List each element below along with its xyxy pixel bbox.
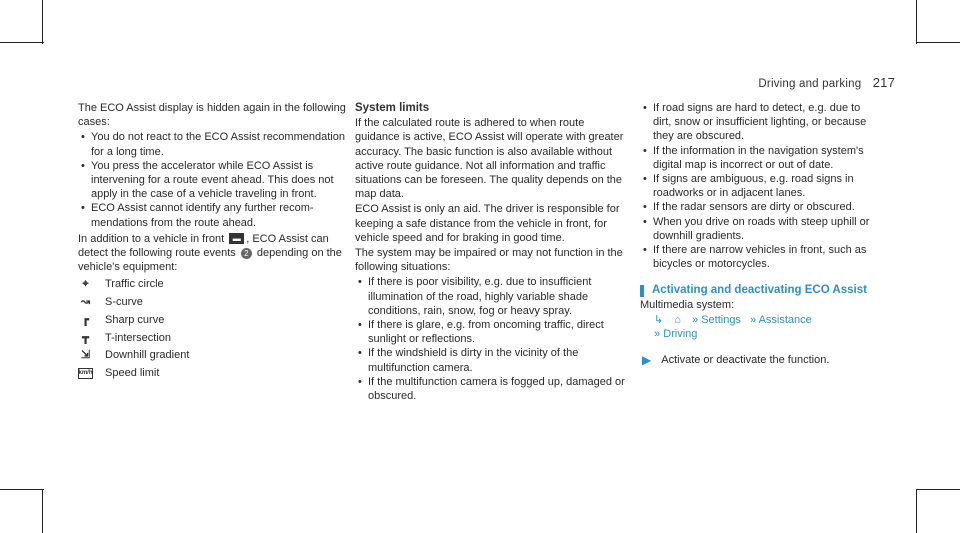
list-item: • If there is poor visibility, e.g. due to insufficient illumination of the road, highly variable shade conditions, rain, snow, fog or heavy spray. <box>355 275 627 318</box>
vehicle-icon: ▬ <box>229 233 244 244</box>
action-step <box>640 353 880 367</box>
list-item: • You press the accelerator while ECO Assist is intervening for a route event ahead. This does not apply in the case of a vehicle traveling in front. <box>78 159 346 202</box>
event-label: T-intersection <box>105 331 172 344</box>
route-events-list <box>78 275 346 382</box>
event-label: Downhill gradient <box>105 349 190 362</box>
list-item: • If the multifunction camera is fogged up, damaged or obscured. <box>355 375 627 403</box>
crop-mark <box>42 489 43 533</box>
paragraph: If the calculated route is adhered to when route guidance is active, ECO Assist will operate with greater accuracy. The basic function is also available without active route guidance. Not all information and traffic situations can be foreseen. The quality depends on the map data. <box>355 117 624 201</box>
limits-list-continued <box>640 101 880 271</box>
list-item: • If there is glare, e.g. from oncoming traffic, direct sunlight or reflections. <box>355 318 627 346</box>
crop-mark <box>916 489 917 533</box>
route-event-item <box>78 347 346 365</box>
sharp-curve-icon: ┏ <box>82 313 89 326</box>
list-item: • If the windshield is dirty in the vicinity of the multifunction camera. <box>355 346 627 374</box>
text-run: In addition to a vehicle in front <box>78 232 225 245</box>
column-3 <box>640 101 880 367</box>
hidden-cases-list <box>78 130 346 229</box>
section-title: Activating and deactivating ECO Assist <box>652 284 867 297</box>
list-item: • You do not react to the ECO Assist recommendation for a long time. <box>78 130 346 158</box>
crop-mark <box>0 42 44 43</box>
text-run: depending on the vehicle's equipment: <box>78 247 342 274</box>
list-item: • If road signs are hard to detect, e.g. due to dirt, snow or insufficient lighting, or because they are obscured. <box>640 101 880 144</box>
list-item: • If there are narrow vehicles in front, such as bicycles or motorcycles. <box>640 243 880 271</box>
s-curve-icon: ↝ <box>80 296 91 309</box>
event-label: Traffic circle <box>105 278 164 291</box>
list-item: • ECO Assist cannot identify any further recommendations from the route ahead. <box>78 201 346 229</box>
crop-mark <box>0 489 44 490</box>
route-event-item <box>78 275 346 293</box>
list-item: • If signs are ambiguous, e.g. road signs in roadworks or in adjacent lanes. <box>640 172 880 200</box>
list-item: • When you drive on roads with steep uphill or downhill gradients. <box>640 215 880 243</box>
crop-mark <box>42 0 43 44</box>
route-event-item <box>78 364 346 382</box>
step-text: Activate or deactivate the function. <box>661 354 830 367</box>
t-intersection-icon: ┳ <box>82 331 89 344</box>
route-event-item <box>78 293 346 311</box>
section-heading: System limits <box>355 102 430 114</box>
paragraph: ECO Assist is only an aid. The driver is responsible for keeping a safe distance from the vehicle in front, for vehicle speed and for braking in good time. <box>355 203 620 244</box>
chevron-right-icon: » <box>750 313 757 326</box>
callout-number: 2 <box>241 248 252 259</box>
event-label: S-curve <box>105 296 143 309</box>
event-label: Sharp curve <box>105 313 165 326</box>
crop-mark <box>916 489 960 490</box>
chevron-right-icon: » <box>692 313 699 326</box>
path-arrow-icon: ↳ <box>654 313 664 326</box>
driving-link[interactable]: Driving <box>663 328 698 341</box>
text-run: , ECO Assist can detect the following route events <box>78 232 329 260</box>
column-2 <box>355 101 627 403</box>
action-arrow-icon: ▶ <box>642 353 652 368</box>
downhill-gradient-icon: ⇲ <box>80 349 91 362</box>
chevron-right-icon: » <box>654 328 661 341</box>
paragraph: The system may be impaired or may not function in the following situations: <box>355 247 623 274</box>
column-1 <box>78 101 346 382</box>
section-name: Driving and parking <box>758 78 862 90</box>
home-icon: ⌂ <box>674 313 681 326</box>
intro-text: The ECO Assist display is hidden again in the following cases: <box>78 102 346 129</box>
settings-link[interactable]: Settings <box>701 313 741 326</box>
page-number: 217 <box>872 75 895 90</box>
assistance-link[interactable]: Assistance <box>758 313 812 326</box>
event-label: Speed limit <box>105 367 160 380</box>
list-item: • If the radar sensors are dirty or obscured. <box>640 200 880 214</box>
traffic-circle-icon: ⌖ <box>82 278 89 291</box>
menu-path <box>640 313 880 341</box>
crop-mark <box>916 0 917 44</box>
section-marker <box>640 285 644 297</box>
list-item: • If the information in the navigation system's digital map is incorrect or out of date. <box>640 144 880 172</box>
page-header <box>758 75 895 90</box>
route-events-intro <box>78 232 346 275</box>
limits-list <box>355 275 627 403</box>
route-event-item <box>78 329 346 347</box>
route-event-item <box>78 311 346 329</box>
crop-mark <box>916 42 960 43</box>
section-heading <box>640 283 880 297</box>
speed-limit-icon: km/h <box>78 368 93 379</box>
system-label: Multimedia system: <box>640 298 735 311</box>
